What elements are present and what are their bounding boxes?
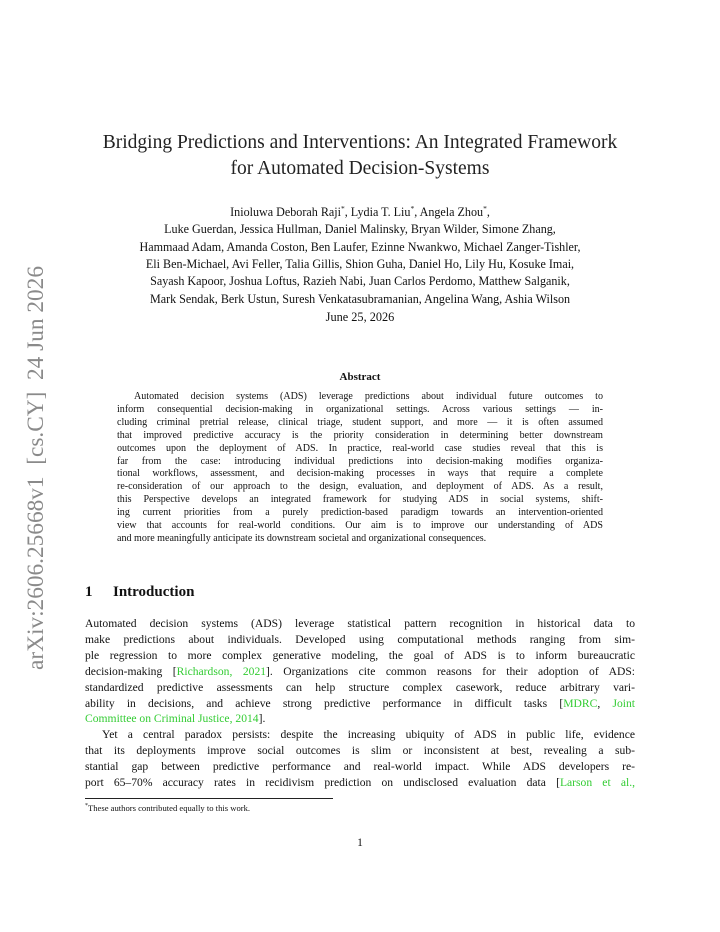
paper-title [60, 130, 660, 182]
body-line: Automated decision systems (ADS) leverage statistical pattern recognition in historical data to [85, 617, 635, 630]
body-line: Yet a central paradox persists: despite the increasing ubiquity of ADS in public life, evidence [102, 728, 635, 742]
citation-text: Committee on Criminal Justice [85, 712, 230, 726]
body-text-fragment: ]. Organizations cite common reasons for their adoption of ADS: [266, 664, 635, 678]
title-line-2: for Automated Decision-Systems [230, 158, 490, 179]
body-line: standardized predictive assessments can help structure complex casework, reduce arbitrary vari- [85, 680, 635, 694]
equal-contribution-mark: * [340, 204, 345, 213]
arxiv-identifier: arXiv:2606.25668v1 [cs.CY] 24 Jun 2026 [23, 266, 49, 670]
abstract-line: and more meaningfully anticipate its downstream societal and organizational consequences. [117, 532, 487, 544]
body-line: ple regression to more complex generative modeling, the goal of ADS is to inform bureaucratic [85, 648, 635, 662]
title-line-1: Bridging Predictions and Interventions: An Integrated Framework [102, 132, 618, 153]
footnote-rule [85, 798, 333, 799]
author-name: Angela Zhou [419, 205, 484, 220]
body-text-fragment: port 65–70% accuracy rates in recidivism prediction on undisclosed evaluation data [ [85, 776, 560, 790]
body-text-fragment: ability in decisions, and achieve strong predictive performance in difficult tasks [ [85, 696, 564, 710]
body-text-fragment: ]. [258, 712, 266, 726]
author-list [60, 200, 660, 308]
equal-contribution-mark: * [410, 204, 415, 213]
section-number: 1 [85, 584, 93, 600]
abstract-line: cluding criminal pretrial release, clinical triage, student support, and more — it is often assumed [117, 416, 603, 428]
abstract-line: that improved predictive accuracy is the priority consideration in determining better downstream [117, 429, 603, 441]
introduction-body [85, 616, 635, 791]
abstract-heading: Abstract [339, 371, 381, 383]
author-line-1: Inioluwa Deborah Raji*, Lydia T. Liu*, Angela Zhou*, [230, 204, 490, 220]
author-line: Sayash Kapoor, Joshua Loftus, Razieh Nabi, Juan Carlos Perdomo, Matthew Salganik, [150, 274, 570, 289]
equal-contribution-mark: * [483, 204, 487, 213]
author-name: Lydia T. Liu [350, 205, 411, 220]
page-number: 1 [357, 837, 363, 849]
abstract-line: outcomes upon the deployment of ADS. In practice, real-world case studies reveal that this is [117, 442, 603, 454]
abstract-line: view that accounts for real-world conditions. Our aim is to improve our understanding of ADS [117, 520, 603, 532]
author-line: Luke Guerdan, Jessica Hullman, Daniel Malinsky, Bryan Wilder, Simone Zhang, [164, 222, 556, 237]
body-line: that its deployments improve social outcomes is slim or inconsistent at best, revealing a sub- [85, 744, 635, 758]
footnote-mark: * [85, 803, 88, 810]
body-text-fragment: decision-making [ [85, 664, 177, 678]
abstract-body [117, 391, 603, 546]
body-line [85, 775, 635, 791]
body-line: stantial gap between predictive performance and real-world impact. While ADS developers re- [85, 760, 635, 774]
author-line: Eli Ben-Michael, Avi Feller, Talia Gillis, Shion Guha, Daniel Ho, Lily Hu, Kosuke Imai, [145, 256, 575, 271]
citation-text: Larson et al. [559, 776, 633, 790]
arxiv-side-stamp [16, 262, 52, 672]
abstract-line: ing current priorities from a purely prediction-based paradigm towards an intervention-oriented [117, 507, 603, 519]
author-name: Inioluwa Deborah Raji [230, 205, 341, 220]
citation-link[interactable]: Committee on Criminal Justice, 2014 [85, 712, 259, 726]
abstract-line: Automated decision systems (ADS) leverage predictions about individual future outcomes to [134, 391, 603, 402]
body-line: make predictions about individuals. Developed using computational methods ranging from sim- [85, 632, 635, 646]
abstract-line: re-consideration of our approach to the design, evaluation, and deployment of ADS. As a result, [117, 481, 603, 493]
footnote [85, 803, 250, 813]
citation-year: 2014 [235, 712, 259, 726]
author-line: Mark Sendak, Berk Ustun, Suresh Venkatasubramanian, Angelina Wang, Ashia Wilson [149, 291, 571, 306]
citation-link[interactable]: MDRC [563, 696, 598, 710]
citation-link[interactable]: Richardson, 2021 [176, 664, 267, 678]
section-title: Introduction [113, 584, 195, 600]
section-heading [85, 584, 194, 601]
author-line: Hammaad Adam, Amanda Coston, Ben Laufer, Ezinne Nwankwo, Michael Zanger-Tishler, [139, 239, 581, 254]
citation-link[interactable]: Joint [612, 696, 636, 710]
abstract-line: tional workflows, assessment, and decision-making processes in ways that require a complete [117, 468, 603, 480]
citation-year: 2021 [242, 664, 267, 678]
citation-link[interactable]: Larson et al., [559, 776, 635, 790]
citation-text: Richardson [176, 664, 230, 678]
body-line [85, 664, 635, 680]
footnote-text: These authors contributed equally to this work. [88, 803, 251, 813]
abstract-line: this Perspective develops an integrated framework for studying ADS in social systems, shift- [117, 494, 603, 506]
publication-date: June 25, 2026 [325, 310, 395, 324]
body-line [85, 711, 635, 727]
body-line: ability in decisions, and achieve strong predictive performance in difficult tasks [MDRC, Joint [85, 696, 636, 710]
abstract-line: inform consequential decision-making in organizational settings. Across various settings — in- [117, 403, 603, 415]
abstract-line: far from the case: introducing individual predictions into decision-making modifies organiza- [117, 455, 603, 467]
